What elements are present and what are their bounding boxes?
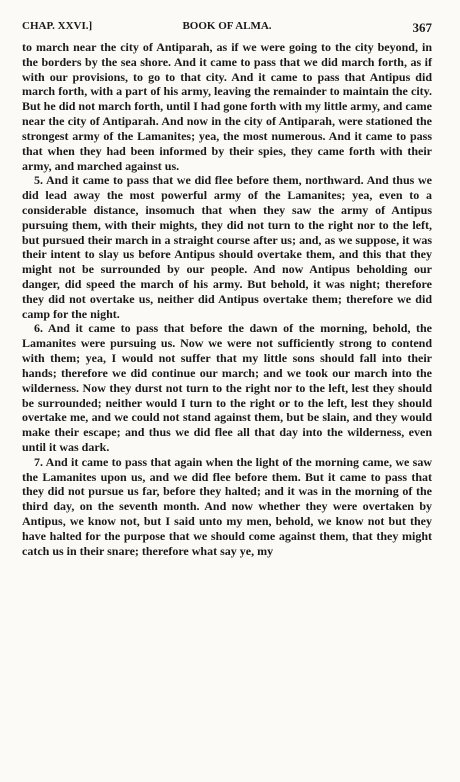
verse-7: 7. And it came to pass that again when the light of the morning came, we saw the Lamanites upon us, and we did flee before them. But it came to pass that they did not pursue us far, before they halted; and it was in the morning of the third day, on the seventh month. And now whether they were overtaken by Antipus, we know not, but I said unto my men, behold, we know not but they have halted for the purpose that we should come against them, that they might catch us in their snare; therefore what say ye, my <box>22 454 432 558</box>
book-title: BOOK OF ALMA. <box>182 20 272 32</box>
verse-5: 5. And it came to pass that we did flee before them, northward. And thus we did lead away the most powerful army of the Lamanites; yea, even to a considerable distance, insomuch that when they saw the army of Antipus pursuing them, with their mights, they did not turn to the right nor to the left, but pursued their march in a straight course after us; and, as we suppose, it was their intent to slay us before Antipus should overtake them, and this that they might not be surrounded by our people. And now Antipus beholding our danger, did speed the march of his army. But behold, it was night; therefore they did not overtake us, neither did Antipus overtake them; therefore we did camp for the night. <box>22 173 432 321</box>
page-body <box>22 40 432 558</box>
paragraph-continuation: to march near the city of Antiparah, as if we were going to the city beyond, in the borders by the sea shore. And it came to pass that we did march forth, as if with our provisions, to go to that city. And it came to pass that Antipus did march forth, with a part of his army, leaving the remainder to maintain the city. But he did not march forth, until I had gone forth with my little army, and came near the city of Antiparah. And now in the city of Antiparah, were stationed the strongest army of the Lamanites; yea, the most numerous. And it came to pass that when they had been informed by their spies, they came forth with their army, and marched against us. <box>22 40 432 173</box>
verse-6: 6. And it came to pass that before the dawn of the morning, behold, the Lamanites were pursuing us. Now we were not sufficiently strong to contend with them; yea, I would not suffer that my little sons should fall into their hands; therefore we did continue our march; and we took our march into the wilderness. Now they durst not turn to the right nor to the left, lest they should be surrounded; neither would I turn to the right or to the left, lest they should overtake me, and we could not stand against them, but be slain, and they would make their escape; and thus we did flee all that day into the wilderness, even until it was dark. <box>22 321 432 454</box>
chapter-heading: CHAP. XXVI.] <box>22 20 93 32</box>
page-number: 367 <box>412 20 432 35</box>
page-header <box>22 20 432 36</box>
